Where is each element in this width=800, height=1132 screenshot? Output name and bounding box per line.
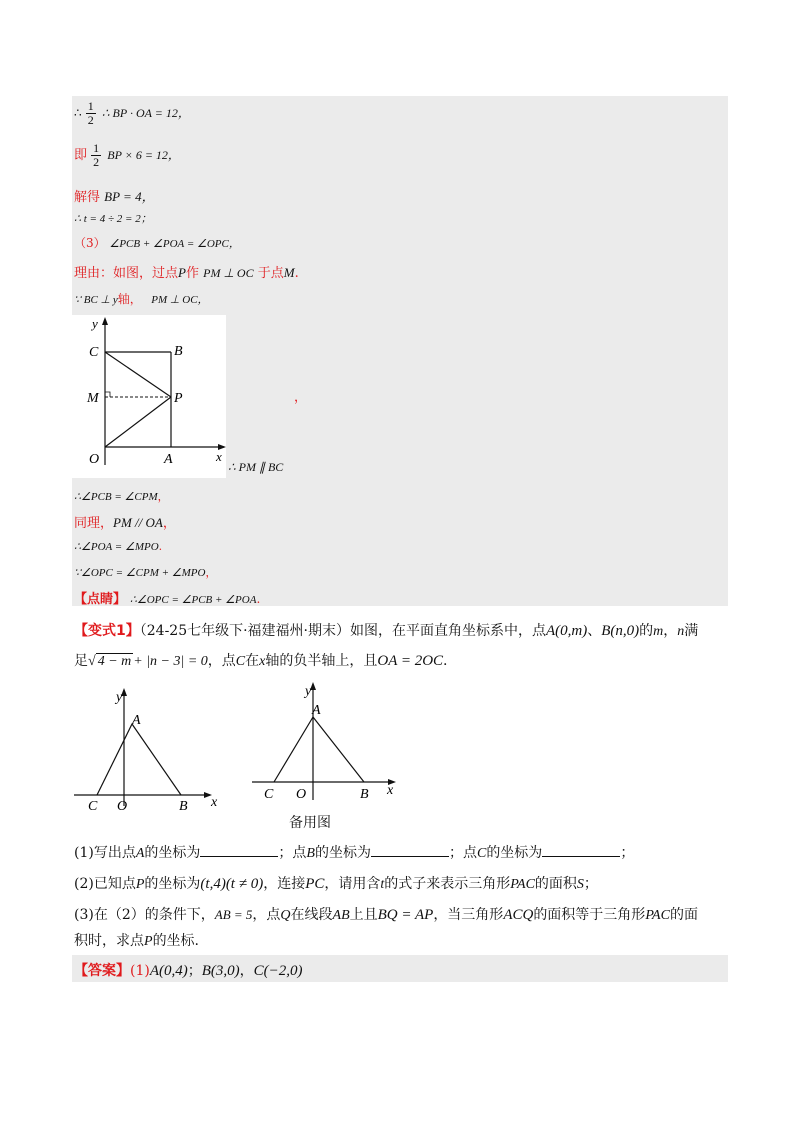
answer-label: 【答案】	[74, 963, 130, 979]
answer-blank-a[interactable]	[200, 844, 278, 857]
question-3-line-2: 积时，求点P的坐标.	[74, 933, 200, 949]
figure-triangle-main	[72, 686, 222, 811]
question-1: (1)写出点A的坐标为 ；点B的坐标为 ；点C的坐标为 ；	[74, 845, 635, 861]
fig1-label-c: C	[89, 345, 99, 360]
fig2-label-x: x	[211, 795, 218, 810]
fig3-label-a: A	[312, 703, 321, 718]
equation-bp-oa: ∴ BP · OA = 12，	[101, 106, 190, 120]
fig1-label-p: P	[174, 391, 183, 406]
answer-line: 【答案】(1)A(0,4)；B(3,0)，C(−2,0)	[74, 963, 303, 979]
answer-blank-c[interactable]	[542, 844, 620, 857]
solution-reason: 理由：如图，过点P作 PM ⊥ OC 于点M.	[74, 265, 299, 281]
variant-line-1: 【变式1】（24-25七年级下·福建福州·期末）如图，在平面直角坐标系中，点A(0,m)、B(n,0)的m，n满	[74, 623, 699, 639]
variant-line-2: 足√ 4 − m + |n − 3| = 0，点C在x轴的负半轴上，且OA = 2OC.	[74, 653, 448, 669]
figure-triangle-backup	[250, 680, 400, 804]
fraction-half-2: $\frac{1}{2}$	[93, 141, 100, 169]
question-2: (2)已知点P的坐标为(t,4)(t ≠ 0)，连接PC，请用含t的式子来表示三角形PAC的面积S；	[74, 876, 598, 892]
solution-because-bc: ∵ BC ⊥ y轴， PM ⊥ OC，	[74, 292, 209, 306]
therefore-pm-bc: ∴ PM ∥ BC	[228, 460, 284, 474]
figure-comma: ，	[294, 390, 308, 405]
solution-step-3: ∵∠OPC = ∠CPM + ∠MPO，	[74, 566, 217, 579]
fig3-label-o: O	[296, 787, 307, 802]
fraction-half: $\frac{1}{2}$	[87, 99, 94, 127]
fig3-label-y: y	[305, 684, 312, 699]
fig2-label-c: C	[88, 799, 98, 811]
answer-blank-b[interactable]	[371, 844, 449, 857]
fig1-label-o: O	[89, 452, 100, 467]
solution-similarly: 同理，PM // OA，	[74, 515, 176, 531]
fig1-label-x: x	[216, 449, 222, 464]
fig3-label-x: x	[387, 783, 394, 798]
question-3-line-1: (3)在（2）的条件下，AB = 5，点Q在线段AB上且BQ = AP，当三角形ACQ的面积等于三角形PAC的面	[74, 907, 698, 923]
solution-line-2: 即 $\frac{1}{2}$ BP × 6 = 12，	[74, 141, 180, 169]
variant-label: 【变式1】	[74, 623, 140, 639]
fig2-label-y: y	[116, 690, 123, 705]
solution-line-3: 解得 BP = 4，	[74, 189, 155, 205]
fig1-label-b: B	[174, 344, 183, 359]
fig3-label-c: C	[264, 787, 274, 802]
solution-line-1: ∴ $\frac{1}{2}$ ∴ BP · OA = 12，	[74, 99, 190, 127]
fig2-label-a: A	[132, 713, 141, 728]
figure-rectangle-diagram	[72, 315, 226, 478]
solution-step-1: ∴∠PCB = ∠CPM，	[74, 490, 169, 503]
backup-figure-caption: 备用图	[289, 815, 331, 831]
dianjing-line: 【点睛】 ∴∠OPC = ∠PCB + ∠POA.	[74, 592, 261, 607]
fig1-label-a: A	[164, 452, 173, 467]
solution-part3: （3） ∠PCB + ∠POA = ∠OPC，	[74, 236, 240, 250]
fig2-label-o: O	[117, 799, 128, 811]
fig2-label-b: B	[179, 799, 188, 811]
solution-step-2: ∴∠POA = ∠MPO.	[74, 540, 163, 553]
fig3-label-b: B	[360, 787, 369, 802]
solution-line-4: ∴ t = 4 ÷ 2 = 2；	[74, 213, 152, 225]
fig1-label-y: y	[92, 316, 98, 331]
fig1-label-m: M	[87, 391, 99, 406]
